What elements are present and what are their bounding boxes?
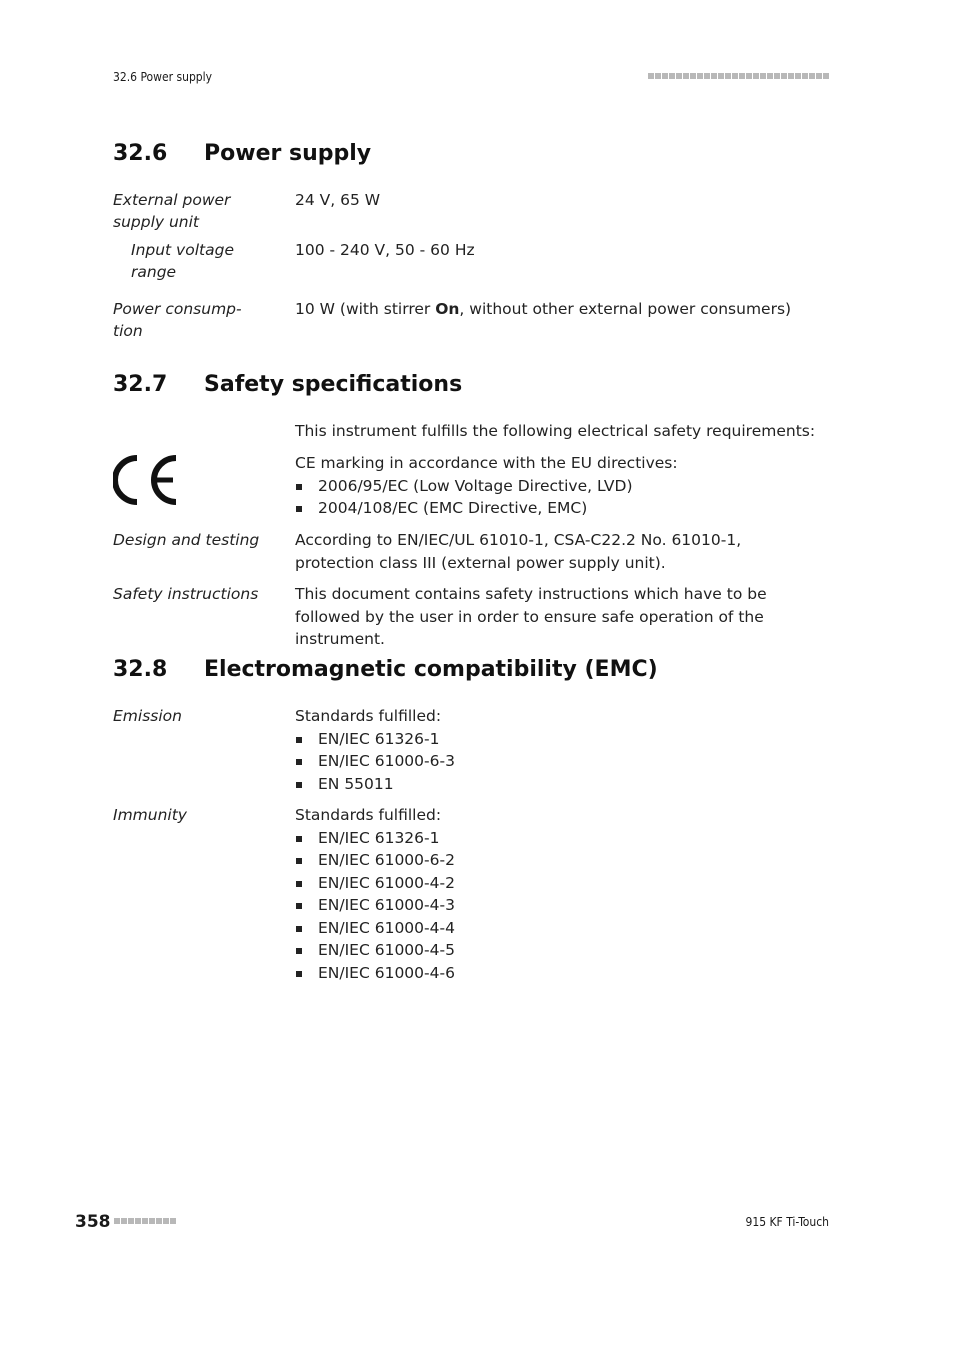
- decor-square: [753, 73, 759, 79]
- section-heading-emc: [113, 657, 658, 682]
- section-title: Power supply: [204, 141, 372, 166]
- header-decor-squares: [648, 73, 829, 79]
- decor-square: [746, 73, 752, 79]
- decor-square: [149, 1218, 155, 1224]
- ce-marking-text: CE marking in accordance with the EU directives:: [295, 454, 678, 472]
- section-title: Electromagnetic compatibility (EMC): [204, 657, 658, 682]
- consumption-text-pre: 10 W (with stirrer: [295, 300, 436, 318]
- list-item: EN/IEC 61000-4-2: [295, 872, 815, 895]
- section-number: 32.6: [113, 141, 168, 166]
- decor-square: [662, 73, 668, 79]
- label-external-power-supply: External power supply unit: [113, 191, 231, 231]
- value-safety-instructions: This document contains safety instructions which have to be followed by the user in order to ensure safe operation of the instrument.: [295, 585, 767, 648]
- immunity-standards-list: [295, 827, 815, 985]
- section-title: Safety specifications: [204, 372, 463, 397]
- decor-square: [718, 73, 724, 79]
- value-input-voltage-range: 100 - 240 V, 50 - 60 Hz: [295, 241, 475, 259]
- decor-square: [809, 73, 815, 79]
- value-external-power-supply: 24 V, 65 W: [295, 191, 381, 209]
- label-emission: Emission: [113, 707, 182, 725]
- section-number: 32.8: [113, 657, 168, 682]
- ce-marking-block: [295, 452, 815, 520]
- value-power-consumption: [295, 298, 791, 321]
- list-item: EN/IEC 61000-6-3: [295, 750, 815, 773]
- footer-decor-squares: [114, 1218, 176, 1224]
- list-item: EN/IEC 61000-4-6: [295, 962, 815, 985]
- decor-square: [114, 1218, 120, 1224]
- consumption-text-post: , without other external power consumers): [459, 300, 792, 318]
- value-design-and-testing: According to EN/IEC/UL 61010-1, CSA-C22.2 No. 61010-1, protection class III (external power supply unit).: [295, 531, 742, 572]
- decor-square: [163, 1218, 169, 1224]
- decor-square: [128, 1218, 134, 1224]
- decor-square: [676, 73, 682, 79]
- label-input-voltage-range: Input voltage range: [131, 241, 234, 281]
- ce-mark-icon: [113, 454, 181, 506]
- list-item: EN/IEC 61326-1: [295, 827, 815, 850]
- decor-square: [823, 73, 829, 79]
- decor-square: [795, 73, 801, 79]
- decor-square: [669, 73, 675, 79]
- decor-square: [788, 73, 794, 79]
- list-item: EN/IEC 61326-1: [295, 728, 815, 751]
- decor-square: [142, 1218, 148, 1224]
- running-header-title: 32.6 Power supply: [113, 70, 213, 84]
- immunity-block: [295, 804, 815, 984]
- section-heading-power-supply: [113, 141, 371, 166]
- decor-square: [767, 73, 773, 79]
- list-item: EN/IEC 61000-4-3: [295, 894, 815, 917]
- page-number: 358: [75, 1212, 111, 1232]
- decor-square: [739, 73, 745, 79]
- list-item: EN/IEC 61000-4-4: [295, 917, 815, 940]
- decor-square: [816, 73, 822, 79]
- list-item: 2006/95/EC (Low Voltage Directive, LVD): [295, 475, 815, 498]
- decor-square: [774, 73, 780, 79]
- decor-square: [170, 1218, 176, 1224]
- section-number: 32.7: [113, 372, 168, 397]
- decor-square: [802, 73, 808, 79]
- footer-product-name: 915 KF Ti-Touch: [745, 1215, 829, 1229]
- decor-square: [121, 1218, 127, 1224]
- list-item: EN 55011: [295, 773, 815, 796]
- list-item: EN/IEC 61000-4-5: [295, 939, 815, 962]
- decor-square: [725, 73, 731, 79]
- label-design-and-testing: Design and testing: [113, 531, 260, 549]
- decor-square: [760, 73, 766, 79]
- decor-square: [711, 73, 717, 79]
- label-power-consumption: Power consump- tion: [113, 300, 242, 340]
- consumption-text-bold: On: [435, 300, 460, 318]
- immunity-intro: Standards fulfilled:: [295, 806, 442, 824]
- list-item: EN/IEC 61000-6-2: [295, 849, 815, 872]
- decor-square: [655, 73, 661, 79]
- emission-block: [295, 705, 815, 795]
- decor-square: [690, 73, 696, 79]
- label-immunity: Immunity: [113, 806, 187, 824]
- emission-intro: Standards fulfilled:: [295, 707, 442, 725]
- decor-square: [704, 73, 710, 79]
- decor-square: [648, 73, 654, 79]
- decor-square: [697, 73, 703, 79]
- decor-square: [683, 73, 689, 79]
- decor-square: [732, 73, 738, 79]
- decor-square: [156, 1218, 162, 1224]
- emission-standards-list: [295, 728, 815, 796]
- section-heading-safety-specifications: [113, 372, 462, 397]
- list-item: 2004/108/EC (EMC Directive, EMC): [295, 497, 815, 520]
- safety-intro: This instrument fulfills the following electrical safety requirements:: [295, 422, 816, 440]
- label-safety-instructions: Safety instructions: [113, 585, 259, 603]
- decor-square: [781, 73, 787, 79]
- ce-directives-list: [295, 475, 815, 520]
- decor-square: [135, 1218, 141, 1224]
